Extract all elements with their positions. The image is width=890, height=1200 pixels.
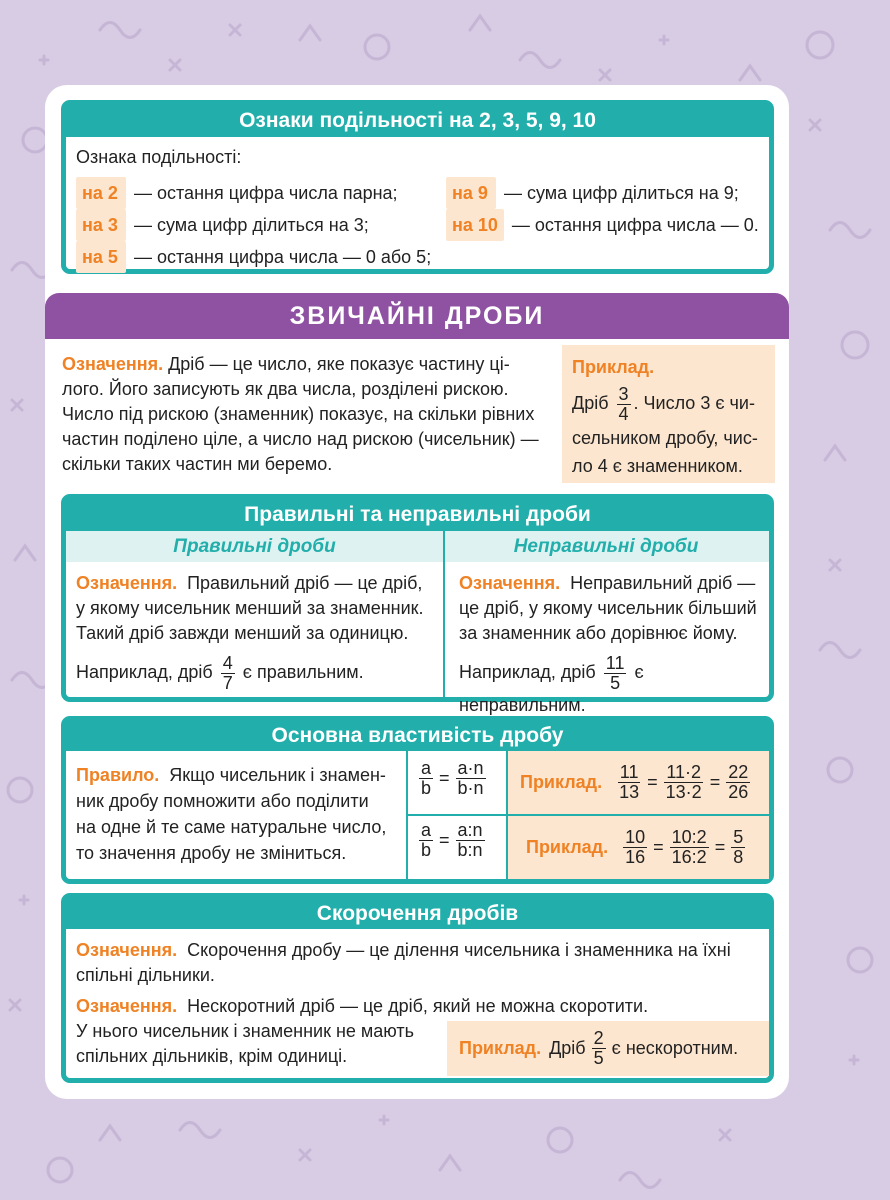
rule-tag: на 2 [76,177,126,209]
definition-label: Означення. [76,940,178,960]
fraction-property-section [61,716,774,884]
numerator: 10:2 [671,827,707,848]
fraction-example-box [562,345,775,483]
example-label: Приклад. [459,1038,542,1058]
rule-item [76,177,431,209]
rule-line: на одне й те саме натуральне число, [76,817,387,837]
numerator: 2 [593,1028,604,1049]
denominator: 7 [222,672,233,693]
definition-line: спільних дільників, крім одиниці. [76,1046,348,1066]
numerator: 11·2 [666,762,702,783]
denominator: b:n [457,839,483,860]
rule-tag: на 5 [76,241,126,273]
divisibility-section [61,100,774,274]
rule-text: — остання цифра числа парна; [134,183,398,203]
divisibility-intro: Ознака подільності: [76,147,242,167]
fraction-4-7 [221,654,235,693]
definition-line: Неправильний дріб — [570,573,756,593]
definition-line: У нього чисельник і знаменник не мають [76,1021,415,1041]
divisibility-right-rules [446,177,759,241]
definition-line: лого. Його записують як два числа, розділені рискою. [62,379,509,399]
rule-text: — остання цифра числа — 0. [511,215,759,235]
improper-heading: Неправильні дроби [513,536,699,557]
definition-line: це дріб, у якому чисельник більший [459,598,757,618]
rule-label: Правило. [76,765,160,785]
definition-line: скільки таких частин ми беремо. [62,454,333,474]
denominator: 13·2 [665,782,702,802]
example-label: Приклад. [572,357,655,377]
column-divider [443,531,445,697]
rule-item [76,241,431,273]
numerator: 11 [605,653,625,673]
rule-tag: на 10 [446,209,504,241]
fraction-definition [62,352,557,477]
denominator: b [421,777,432,798]
definition-line: Правильний дріб — це дріб, [187,573,423,593]
property-rule [76,762,406,866]
numerator: a [421,820,432,840]
reduction-example-box [447,1021,769,1076]
definition-line: за знаменник або дорівнює йому. [459,623,738,643]
rule-line: ник дробу помножити або поділити [76,791,369,811]
definition-line: Нескоротний дріб — це дріб, який не можна скоротити. [187,996,649,1016]
definition-line: Такий дріб завжди менший за одиницю. [76,623,409,643]
rule-tag: на 3 [76,209,126,241]
numerator: a [421,758,432,778]
column-headers [66,531,769,562]
definition-line: частин поділено ціле, а число над рискою (чисельник) — [62,429,539,449]
example-text: Дріб [572,393,609,414]
denominator: 16 [625,847,646,867]
numerator: 3 [618,384,629,404]
numerator: 11 [619,762,639,783]
denominator: 8 [733,847,744,867]
definition-label: Означення. [76,573,178,593]
reduction-section [61,893,774,1083]
denominator: 5 [610,672,621,693]
definition-line: Дріб — це число, яке показує частину ці- [168,354,510,374]
rule-item [446,177,759,209]
rule-text: — сума цифр ділиться на 3; [134,215,369,235]
proper-improper-section [61,494,774,715]
denominator: 5 [593,1048,604,1068]
denominator: 26 [728,782,749,802]
example-text: є правильним. [242,662,364,683]
example-label: Приклад. [526,837,609,857]
reduction-title: Скорочення дробів [66,898,769,929]
fraction-11-5 [604,654,627,693]
denominator: 4 [618,403,629,424]
example-text: є нескоротним. [611,1038,739,1058]
property-example-divide: Приклад. $\frac{10}{16}$ = $\frac{10:2}{16:2}$ = $\frac{5}{8}$ [508,816,769,879]
example-text: є неправильним. [459,662,644,715]
rule-text: — сума цифр ділиться на 9; [504,183,739,203]
divisibility-left-rules [76,177,431,273]
improper-definition [459,571,764,718]
fraction-3-4 [617,385,631,424]
definition-label: Означення. [76,996,178,1016]
definition-line: Число під рискою (знаменник) показує, на скільки рівних [62,404,535,424]
numerator: 22 [728,762,749,783]
proper-improper-title: Правильні та неправильні дроби [66,499,769,531]
property-example-multiply: Приклад. $\frac{11}{13}$ = $\frac{11\cdot 2}{13\cdot 2}$ = $\frac{22}{26}$ [508,751,769,814]
formula-divide: $\frac{a}{b}$ = $\frac{a:n}{b:n}$ [421,820,483,860]
denominator: b·n [457,777,484,798]
fraction-2-5 [592,1029,606,1068]
numerator: a:n [457,820,483,840]
fractions-banner: ЗВИЧАЙНІ ДРОБИ [45,293,789,339]
definition-line: у якому чисельник менший за знаменник. [76,598,424,618]
example-text: Наприклад, дріб [76,662,213,683]
definition-label: Означення. [459,573,561,593]
proper-definition [76,571,436,693]
example-text: сельником дробу, чис- [572,427,758,448]
example-label: Приклад. [520,772,603,792]
numerator: 5 [733,827,744,848]
example-text: Наприклад, дріб [459,662,596,683]
denominator: 13 [619,782,640,802]
numerator: 4 [222,653,233,673]
rule-tag: на 9 [446,177,496,209]
divisibility-title: Ознаки подільності на 2, 3, 5, 9, 10 [66,105,769,137]
rule-text: — остання цифра числа — 0 або 5; [134,247,432,267]
definition-line: спільні дільники. [76,965,215,985]
rule-item [76,209,431,241]
denominator: 16:2 [671,847,707,867]
example-text: ло 4 є знаменником. [572,455,743,476]
proper-heading: Правильні дроби [173,536,336,557]
formula-multiply: $\frac{a}{b}$ = $\frac{a\cdot n}{b\cdot n}$ [421,758,484,798]
numerator: 10 [625,827,646,848]
fraction-property-title: Основна властивість дробу [66,721,769,751]
rule-item [446,209,759,241]
example-text: . Число 3 є чи- [633,393,755,414]
rule-line: Якщо чисельник і знамен- [169,765,386,785]
denominator: b [421,839,432,860]
numerator: a·n [457,758,484,778]
example-text: Дріб [549,1038,586,1058]
definition-label: Означення. [62,354,164,374]
rule-line: то значення дробу не зміниться. [76,843,347,863]
definition-line: Скорочення дробу — це ділення чисельника і знаменника на їхні [187,940,731,960]
